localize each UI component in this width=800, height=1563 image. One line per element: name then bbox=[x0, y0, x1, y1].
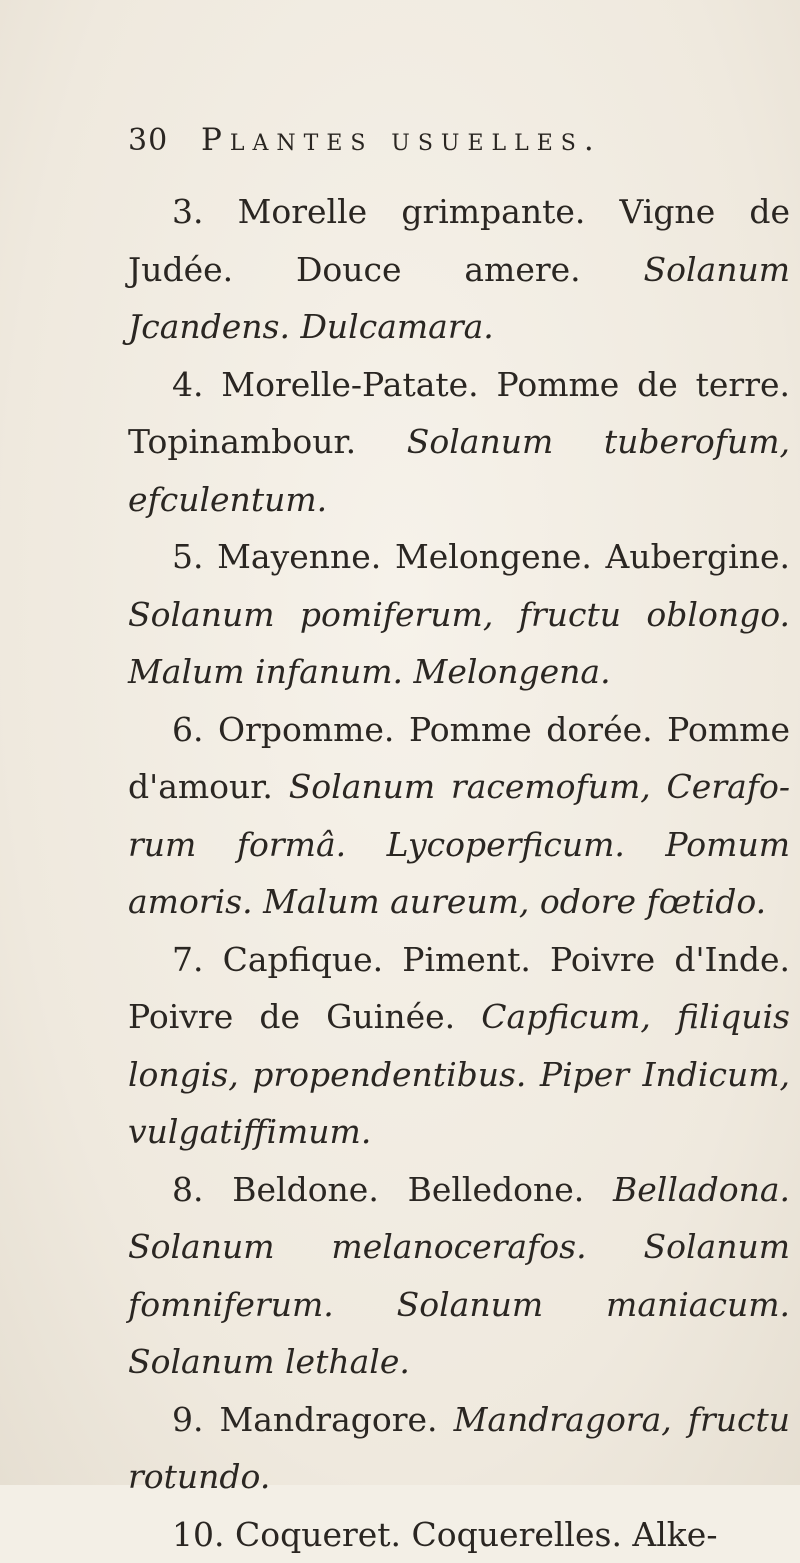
page-number: 30 bbox=[128, 123, 168, 158]
entry-common-names: 9. Mandragore. bbox=[172, 1400, 438, 1439]
entry-7 bbox=[128, 931, 790, 1161]
entry-5 bbox=[128, 528, 790, 701]
entry-8 bbox=[128, 1161, 790, 1391]
entry-latin-names: Solanum tuberofum, efculentum. bbox=[128, 422, 790, 519]
entry-latin-names: Capficum, filiquis longis, propendentibus. Piper Indicum, vulgatiffimum. bbox=[128, 997, 790, 1151]
entry-10 bbox=[128, 1506, 790, 1563]
entry-latin-names: Solanum racemofum, Cerafo-rum formâ. Lycoperficum. Pomum amoris. Malum aureum, odore fœtido. bbox=[128, 767, 790, 921]
running-title: Plantes usuelles. bbox=[201, 122, 602, 158]
running-header bbox=[128, 122, 760, 158]
entry-common-names: 4. Morelle-Patate. Pomme de terre. Topinambour. bbox=[128, 365, 790, 462]
entry-3 bbox=[128, 183, 790, 356]
entry-latin-names: Solanum Jcandens. Dulcamara. bbox=[128, 250, 790, 347]
entry-common-names: 7. Capfique. Piment. Poivre d'Inde. Poivre de Guinée. bbox=[128, 940, 790, 1037]
entry-common-names: 8. Beldone. Belledone. bbox=[172, 1170, 584, 1209]
entry-latin-names: Solanum pomiferum, fructu oblongo. Malum infanum. Melongena. bbox=[128, 595, 790, 692]
entry-common-names: 10. Coqueret. Coquerelles. Alke- bbox=[172, 1515, 717, 1554]
entry-6 bbox=[128, 701, 790, 931]
entry-common-names: 5. Mayenne. Melongene. Aubergine. bbox=[172, 537, 790, 576]
entry-latin-names: Belladona. Solanum melanocerafos. Solanum fomniferum. Solanum maniacum. Solanum lethale. bbox=[128, 1170, 790, 1382]
entry-latin-names: Mandragora, fructu rotundo. bbox=[128, 1400, 790, 1497]
page-body bbox=[128, 183, 790, 1563]
entry-4 bbox=[128, 356, 790, 529]
entry-common-names: 6. Orpomme. Pomme dorée. Pomme d'amour. bbox=[128, 710, 790, 807]
entry-common-names: 3. Morelle grimpante. Vigne de Judée. Douce amere. bbox=[128, 192, 790, 289]
entry-9 bbox=[128, 1391, 790, 1506]
